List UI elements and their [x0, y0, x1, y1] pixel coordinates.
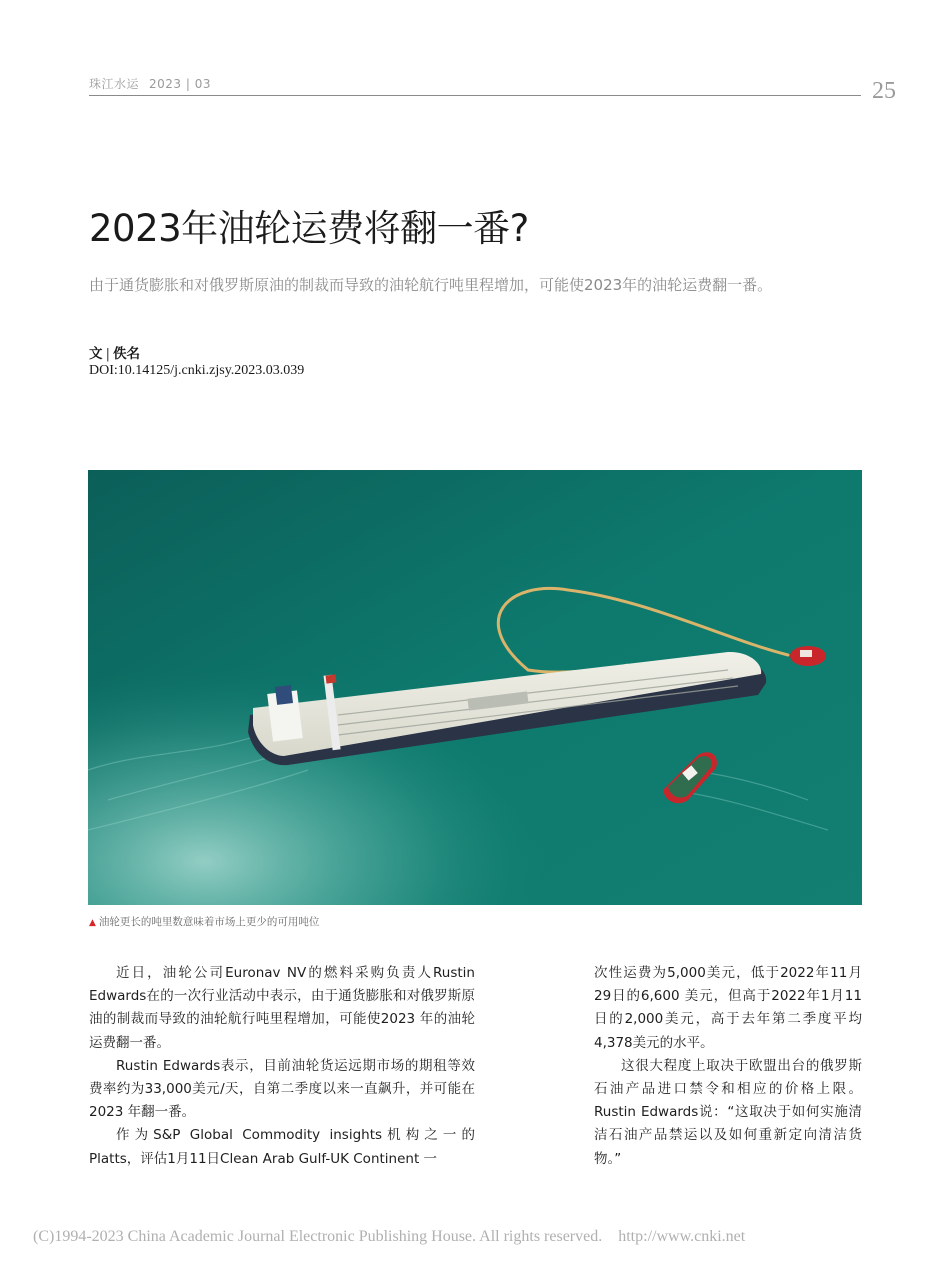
paragraph: Rustin Edwards表示，目前油轮货运远期市场的期租等效费率约为33,000美元/天，自第二季度以来一直飙升，并可能在2023 年翻一番。 — [89, 1057, 475, 1121]
figure-caption — [89, 914, 319, 929]
caption-triangle-icon: ▲ — [89, 918, 96, 928]
body-column-left — [89, 962, 475, 1171]
copyright-text: (C)1994-2023 China Academic Journal Electronic Publishing House. All rights reserved. — [33, 1228, 603, 1245]
tanker-photo — [88, 470, 862, 905]
footer-url[interactable]: http://www.cnki.net — [618, 1228, 746, 1245]
tanker-photo-illustration — [88, 470, 862, 905]
copyright-footer — [33, 1228, 745, 1246]
header-rule — [89, 95, 861, 96]
article-title: 2023年油轮运费将翻一番? — [89, 207, 529, 250]
journal-issue: 2023 | 03 — [149, 77, 211, 91]
paragraph: 作为S&P Global Commodity insights机构之一的Platts，评估1月11日Clean Arab Gulf-UK Continent 一 — [89, 1127, 475, 1167]
paragraph-continued: 次性运费为5,000美元，低于2022年11月29日的6,600 美元，但高于2022年1月11日的2,000美元，高于去年第二季度平均4,378美元的水平。 — [594, 965, 862, 1051]
paragraph: 这很大程度上取决于欧盟出台的俄罗斯石油产品进口禁令和相应的价格上限。Rustin Edwards说：“这取决于如何实施清洁石油产品禁运以及如何重新定向清洁货物。” — [594, 1057, 862, 1167]
doi: DOI:10.14125/j.cnki.zjsy.2023.03.039 — [89, 363, 305, 378]
paragraph: 近日，油轮公司Euronav NV的燃料采购负责人Rustin Edwards在的一次行业活动中表示，由于通货膨胀和对俄罗斯原油的制裁而导致的油轮航行吨里程增加，可能使2023 年的油轮运费翻一番。 — [89, 965, 475, 1051]
author-name: 佚名 — [113, 346, 141, 362]
tugboat-red — [790, 646, 826, 666]
caption-text: 油轮更长的吨里数意味着市场上更少的可用吨位 — [98, 916, 320, 928]
author-line — [89, 342, 140, 362]
page-number: 25 — [872, 78, 896, 104]
author-prefix: 文 — [89, 346, 103, 362]
article-summary: 由于通货膨胀和对俄罗斯原油的制裁而导致的油轮航行吨里程增加，可能使2023年的油轮运费翻一番。 — [89, 276, 773, 294]
author-separator: | — [105, 346, 111, 362]
running-header — [89, 75, 211, 92]
body-column-right — [594, 962, 862, 1171]
journal-name: 珠江水运 — [89, 77, 140, 91]
